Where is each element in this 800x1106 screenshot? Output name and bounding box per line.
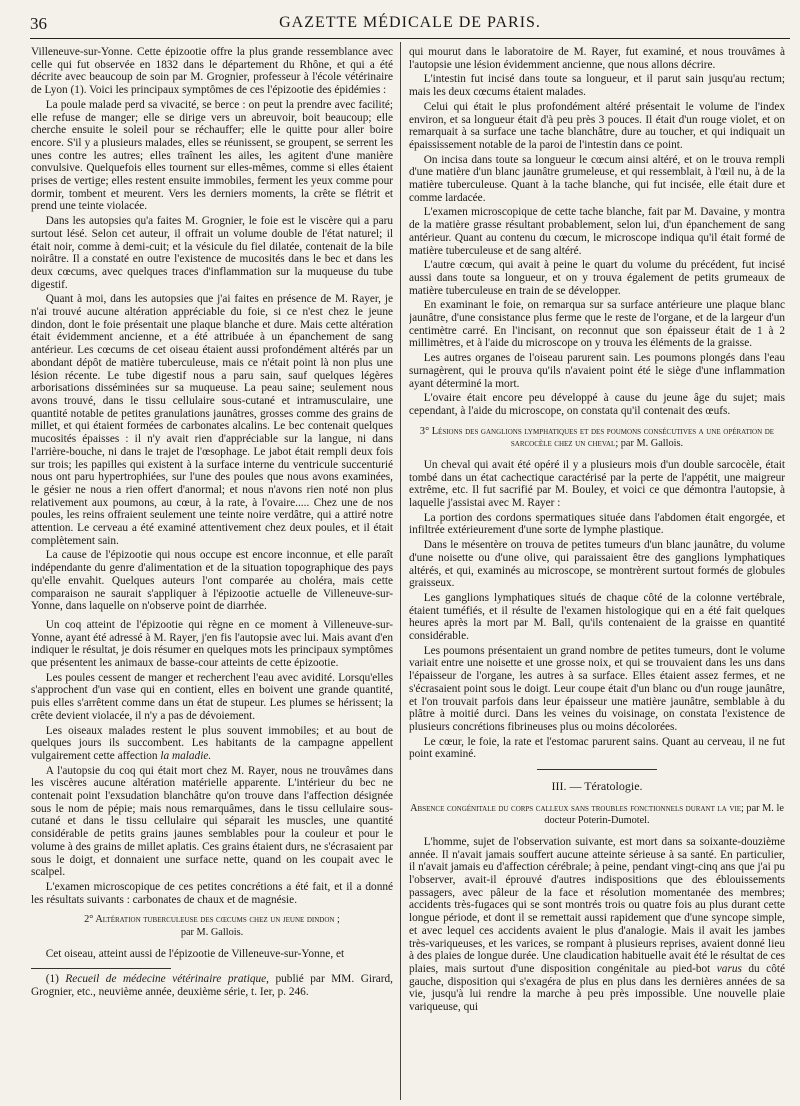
paragraph: Le cœur, le foie, la rate et l'estomac parurent sains. Quant au cerveau, il ne fut point examiné.	[409, 735, 785, 761]
section-heading	[31, 914, 393, 939]
section-author: par M. Gallois.	[180, 927, 244, 938]
paragraph: L'examen microscopique de ces petites concrétions a été fait, et il a donné les résultats suivants : carbonates de chaux et de magnésie.	[31, 881, 393, 906]
paragraph: L'ovaire était encore peu développé à cause du jeune âge du sujet; mais cependant, à l'aide du microscope, on constata qu'il contenait des œufs.	[409, 392, 785, 417]
paragraph: Dans le mésentère on trouva de petites tumeurs d'un blanc jaunâtre, du volume d'une noisette ou d'une olive, qui paraissaient être des ganglions lymphatiques altérés, et qui, examinés au microscope, se montrèrent surtout formés de globules graisseux.	[409, 539, 785, 590]
article-heading	[409, 803, 785, 828]
paragraph-text: L'homme, sujet de l'observation suivante, est mort dans sa soixante-douzième année. Il n'avait jamais souffert aucune atteinte sérieuse à sa santé. En particulier, il n'avait jamais eu d'affection cérébrale; à peine, pendant vingt-cinq ans que j'ai pu l'observer, avait-il éprouvé d'autres indispositions que des éblouissements passagers, avec pâleur de la face et résolution momentanée des membres; accidents très-fugaces qui se sont montrés trois ou quatre fois au plus durant cette longue période, et dont il se remettait aussi rapidement que d'une syncope simple, et avec lequel ces accidents avaient le plus d'analogie. Mais il avait les jambes très-variqueuses, et les varices, se rompant à plusieurs reprises, avaient donné lieu à des plaies de longue durée. Une claudication habituelle avait été le résultat de ces plaies, mais surtout d'une disposition congénitale au pied-bot	[409, 835, 785, 975]
paragraph: Quant à moi, dans les autopsies que j'ai faites en présence de M. Rayer, je n'ai trouvé aucune altération appréciable du foie, si ce n'est chez le jeune dindon, dont le foie présentait une plaque blanche et dure. Mais cette altération était évidemment ancienne, et a été attribuée à un épanchement de sang antérieur. Les cœcums de cet oiseau étaient aussi profondément altérés par un abondant dépôt de matière tuberculeuse, mais ce n'était point là non plus une lésion récente. Le tube digestif nous a paru sain, sauf quelques légères arborisations disséminées sur sa muqueuse. La peau saine; seulement nous avons trouvé, dans le tissu cellulaire sous-cutané et intramusculaire, une quantité notable de petites granulations jaunâtres, grosses comme des grains de millet, et qui étaient formées de carbonates alcalins. Le bec contenait quelques mucosités épaisses : il n'y avait rien d'appréciable sur la langue, ni dans l'arrière-bouche, ni dans le trajet de l'œsophage. Le jabot était rempli deux fois sur trois; les papilles qui existent à la surface interne du ventricule succenturié nous ont paru hypertrophiées, sur l'une des poules que nous avons examinées, le gésier ne nous a rien offert d'anormal; et nous n'avons rien noté non plus relativement aux poumons, au cœur, à la rate, à l'ovaire..... Chez une de nos poules, les reins offraient seulement une teinte noire verdâtre, qui a attiré notre attention. Le cerveau a été examiné attentivement chez deux poules, et il était complètement sain.	[31, 293, 393, 547]
page-number: 36	[30, 14, 47, 33]
section-author: par M. Gallois.	[618, 438, 684, 450]
paragraph: L'intestin fut incisé dans toute sa longueur, et il parut sain jusqu'au rectum; mais les deux cœcums étaient malades.	[409, 73, 785, 99]
paragraph	[31, 725, 393, 763]
footnote-rule	[31, 968, 171, 969]
paragraph: L'autre cœcum, qui avait à peine le quart du volume du précédent, fut incisé aussi dans toute sa longueur, et on y trouva également de petits grumeaux de matière tuberculeuse en train de se développer.	[409, 259, 785, 297]
paragraph: Un coq atteint de l'épizootie qui règne en ce moment à Villeneuve-sur-Yonne, ayant été adressé à M. Rayer, j'en fis l'autopsie avec lui. Mais avant d'en indiquer le résultat, je dois résumer en quelques mots les principaux symptômes que présentent les animaux de basse-cour atteints de cette épizootie.	[31, 618, 393, 670]
column-divider	[400, 42, 401, 1100]
paragraph: qui mourut dans le laboratoire de M. Rayer, fut examiné, et nous trouvâmes à l'autopsie une lésion évidemment ancienne, que nous allons décrire.	[409, 46, 785, 71]
paragraph: Cet oiseau, atteint aussi de l'épizootie de Villeneuve-sur-Yonne, et	[45, 947, 345, 960]
paragraph: Les autres organes de l'oiseau parurent sain. Les poumons plongés dans l'eau surnagèrent, qui le prouva qu'ils n'avaient point été le siège d'une inflammation ayant déterminé la mort.	[409, 352, 785, 390]
article-title: Absence congénitale du corps calleux sans troubles fonctionnels durant la vie;	[410, 802, 744, 814]
paragraph: A l'autopsie du coq qui était mort chez M. Rayer, nous ne trouvâmes dans les viscères aucune altération matérielle apparente. L'intérieur du bec ne contenait point l'exsudation blanchâtre qu'on trouve dans l'affection désignée sous le nom de pépie; mais nous remarquâmes, dans le tissu cellulaire sous-cutané et dans le tissu cellulaire qui séparait les muscles, une quantité considérable de petits grains jaunes semblables pour la couleur et pour le volume à des grains de millet aplatis. Ces grains étaient durs, ne s'écrasaient par sous le doigt, et donnaient une surface nette, quand on les coupait avec le scalpel.	[31, 764, 393, 879]
paragraph: Les poumons présentaient un grand nombre de petites tumeurs, dont le volume variait entre une noisette et une grosse noix, et qui se trouvaient dans les uns dans l'épaisseur de l'organe, les autres à sa surface. Elles étaient assez fermes, et ne s'écrasaient point sous le doigt. Leur coupe était d'un blanc ou d'un rouge jaunâtre, et l'on trouvait parfois dans leur épaisseur une matière jaunâtre, semblable à du plâtre à moitié durci. Dans les veines du voisinage, on constata l'existence de plusieurs concrétions fibrineuses plus ou moins décolorées.	[409, 644, 785, 733]
paragraph: On incisa dans toute sa longueur le cœcum ainsi altéré, et on le trouva rempli d'une matière d'un blanc jaunâtre grumeleuse, et qui ressemblait, à l'œil nu, à de la matière tuberculeuse. Quant à la tache blanche, qui fut incisée, elle était dure et comme lardacée.	[409, 153, 785, 204]
paragraph: La poule malade perd sa vivacité, se berce : on peut la prendre avec facilité; elle refuse de manger; elle se dirige vers un abreuvoir, boit beaucoup; elle cherche ensuite le soleil pour se réchauffer; elle le quitte pour aller boire encore. S'il y a plusieurs malades, elles se réunissent, se groupent, se serrent les unes contre les autres; elles traînent les ailes, les agitent d'une manière convulsive. Quelquefois elles tournent sur elles-mêmes, comme si elles étaient prises de vertige; elles restent ensuite immobiles, ferment les yeux comme pour dormir, tombent et meurent. Vers les derniers moments, la crête se flétrit et prend une teinte violacée.	[31, 98, 393, 213]
section-title: 3° Lésions des ganglions lymphatiques et des poumons consécutives a une opération de sarcocèle chez un cheval;	[419, 425, 775, 450]
page-header	[30, 14, 790, 36]
right-column	[409, 46, 785, 1100]
running-title: GAZETTE MÉDICALE DE PARIS.	[279, 14, 541, 31]
section-rule	[537, 769, 657, 770]
paragraph-text: du côté gauche, disposition qui s'exagéra de plus en plus dans les dernières années de sa vie, jusqu'à lui rendre la marche à peu près impossible. Une nouvelle plaie variqueuse, qui	[409, 962, 785, 1014]
part-heading: III. — Tératologie.	[551, 779, 643, 794]
paragraph: La cause de l'épizootie qui nous occupe est encore inconnue, et elle paraît indépendante du genre d'alimentation et de la situation topographique des pays qu'elle envahit. Quelques auteurs l'ont comparée au choléra, mais cette comparaison ne saurait s'appliquer à l'épizootie actuelle de Villeneuve-sur-Yonne, dans laquelle on n'observe point de diarrhée.	[31, 549, 393, 613]
header-rule	[30, 38, 790, 39]
footnote	[31, 973, 393, 998]
paragraph: Villeneuve-sur-Yonne. Cette épizootie offre la plus grande ressemblance avec celle qui fut observée en 1832 dans le département du Rhône, et qui a été décrite avec beaucoup de soin par M. Grognier, professeur à l'école vétérinaire de Lyon (1). Voici les principaux symptômes de ces l'épizootie des épidémies :	[31, 46, 393, 97]
paragraph: Celui qui était le plus profondément altéré présentait le volume de l'index environ, et sa longueur était d'à peu près 3 pouces. Il était d'un rouge violet, et on remarquait à sa surface une tache blanchâtre, dure au toucher, et qui indiquait un épaississement notable de la paroi de l'intestin dans ce point.	[409, 100, 785, 151]
section-heading	[409, 426, 785, 451]
paragraph: Un cheval qui avait été opéré il y a plusieurs mois d'un double sarcocèle, était tombé dans un état cachectique caractérisé par la perte de l'appétit, une maigreur extrême, etc. Il fut sacrifié par M. Bouley, et voici ce que démontra l'autopsie, à laquelle j'assistai avec M. Rayer :	[409, 458, 785, 509]
paragraph: L'examen microscopique de cette tache blanche, fait par M. Davaine, y montra de la matière grasse résultant probablement, selon lui, d'un épanchement de sang antérieur. Quant au contenu du cœcum, le microscope indiqua qu'il était formé de matière tuberculeuse et de sang altéré.	[409, 206, 785, 257]
paragraph: Dans les autopsies qu'a faites M. Grognier, le foie est le viscère qui a paru surtout lésé. Selon cet auteur, il offrait un volume double de l'état naturel; il était noir, comme à demi-cuit; et la vésicule du fiel dilatée, contenait de la bile noirâtre. Il a constaté en outre l'existence de mucosités dans le bec et dans les deux cœcums, avec quelques traces d'inflammation sur la muqueuse du tube digestif.	[31, 215, 393, 291]
paragraph	[409, 836, 785, 1014]
paragraph: Les ganglions lymphatiques situés de chaque côté de la colonne vertébrale, étaient tuméfiés, et il résulte de l'examen histologique qui en a été fait quelques heures après la mort par M. Ball, qu'ils contenaient de la graisse en quantité considérable.	[409, 591, 785, 643]
paragraph-text: Les oiseaux malades restent le plus souvent immobiles; et au bout de quelques jours ils succombent. Les habitants de la campagne appellent vulgairement cette affection	[31, 724, 393, 762]
footnote-text: , publié par MM. Girard, Grognier, etc., neuvième année, deuxième série, t. Ier, p. 246.	[31, 973, 393, 998]
left-column	[31, 46, 393, 1100]
emphasis: la maladie.	[160, 749, 212, 762]
paragraph: La portion des cordons spermatiques située dans l'abdomen était engorgée, et infiltrée extérieurement d'une sorte de lymphe plastique.	[409, 511, 785, 537]
paragraph: Les poules cessent de manger et recherchent l'eau avec avidité. Lorsqu'elles s'approchent d'un vase qui en contient, elles en boivent une grande quantité, puis elles s'arrêtent comme dans un état de stupeur. Les plumes se hérissent; la crête devient violacée, il n'y a pas de dévoiement.	[31, 671, 393, 722]
paragraph: En examinant le foie, on remarqua sur sa surface antérieure une plaque blanc jaunâtre, d'une consistance plus ferme que le reste de l'organe, et de la largeur d'un centimètre carré. En l'incisant, on reconnut que son épaisseur était de 1 à 2 millimètres, et à l'aide du microscope on y trouva les éléments de la graisse.	[409, 299, 785, 350]
footnote-number: (1)	[45, 973, 66, 986]
article-author: par M. le docteur Poterin-Dumotel.	[544, 802, 784, 827]
section-title: 2° Altération tuberculeuse des cœcums chez un jeune dindon ;	[84, 914, 340, 926]
emphasis: varus	[716, 962, 742, 975]
footnote-title: Recueil de médecine vétérinaire pratique	[65, 973, 267, 986]
